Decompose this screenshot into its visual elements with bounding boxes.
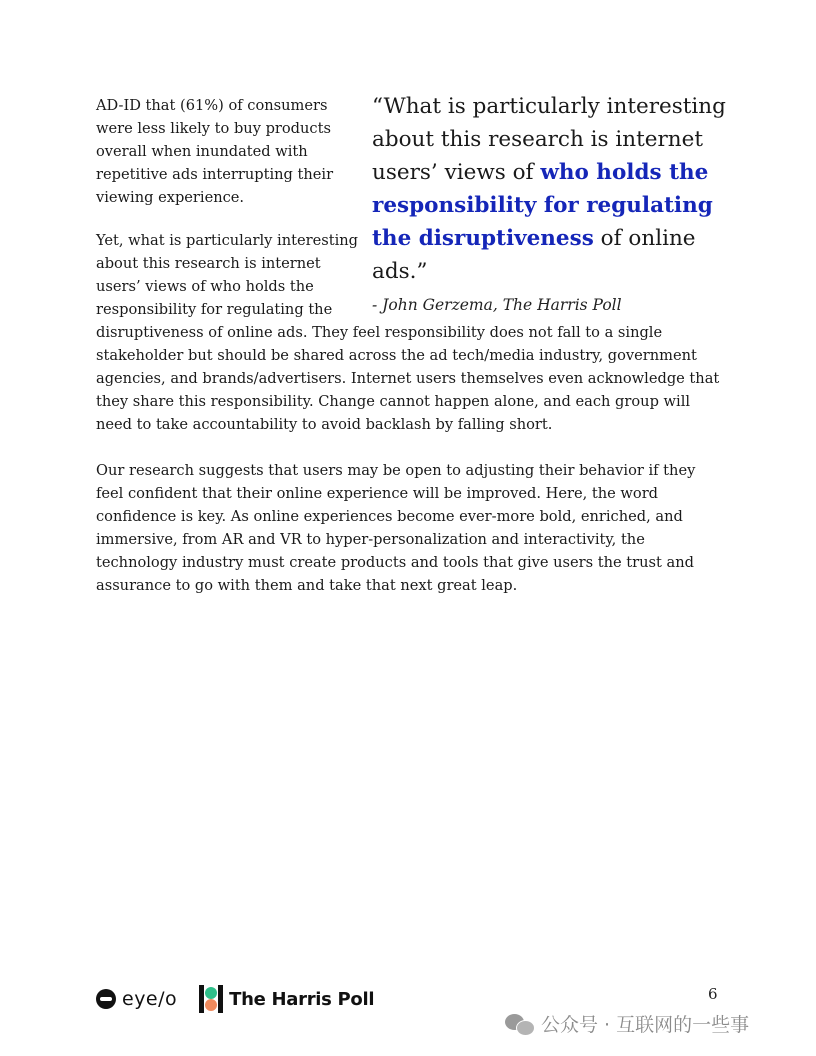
pull-quote [372, 90, 732, 316]
quote-highlight: who holds the responsibility for regulating the disruptiveness [372, 160, 713, 251]
quote-text-end: of online ads.” [372, 226, 696, 284]
watermark [505, 1010, 749, 1037]
quote-attribution: - John Gerzema, The Harris Poll [372, 296, 622, 314]
quote-text-start: “What is particularly interesting about this research is internet users’ views of [372, 94, 726, 185]
eyeo-logo [96, 988, 177, 1010]
harris-poll-logo-text: The Harris Poll [229, 988, 375, 1010]
harris-poll-logo [199, 985, 374, 1013]
footer-logos [96, 985, 374, 1013]
left-column [96, 94, 366, 321]
quote-text [372, 90, 732, 288]
eyeo-logo-text: eye/o [122, 988, 178, 1010]
eyeo-logo-icon [96, 989, 116, 1009]
body-text [96, 321, 726, 597]
body-paragraph-2: Our research suggests that users may be open to adjusting their behavior if they feel confident that their online experience will be improved. Here, the word confidence is key. As online experiences become ever-more bold, enriched, and immersive, from AR and VR to hyper-personalization and interactivity, the technology industry must create products and tools that give users the trust and assurance to go with them and take that next great leap. [96, 462, 696, 594]
page-number: 6 [708, 985, 718, 1003]
left-paragraph-1: AD-ID that (61%) of consumers were less likely to buy products overall when inundated with repetitive ads interrupting their viewing experience. [96, 97, 334, 206]
harris-poll-logo-icon [199, 985, 223, 1013]
left-paragraph-2: Yet, what is particularly interesting about this research is internet users’ views of who holds the responsibility for regulating the [96, 232, 358, 318]
wechat-icon [505, 1012, 535, 1036]
watermark-text: 公众号 · 互联网的一些事 [541, 1014, 750, 1036]
body-paragraph-1: disruptiveness of online ads. They feel responsibility does not fall to a single stakeholder but should be shared across the ad tech/media industry, government agencies, and brands/advertisers. Internet users themselves even acknowledge that they share this responsibility. Change cannot happen alone, and each group will need to take accountability to avoid backlash by falling short. [96, 324, 720, 433]
